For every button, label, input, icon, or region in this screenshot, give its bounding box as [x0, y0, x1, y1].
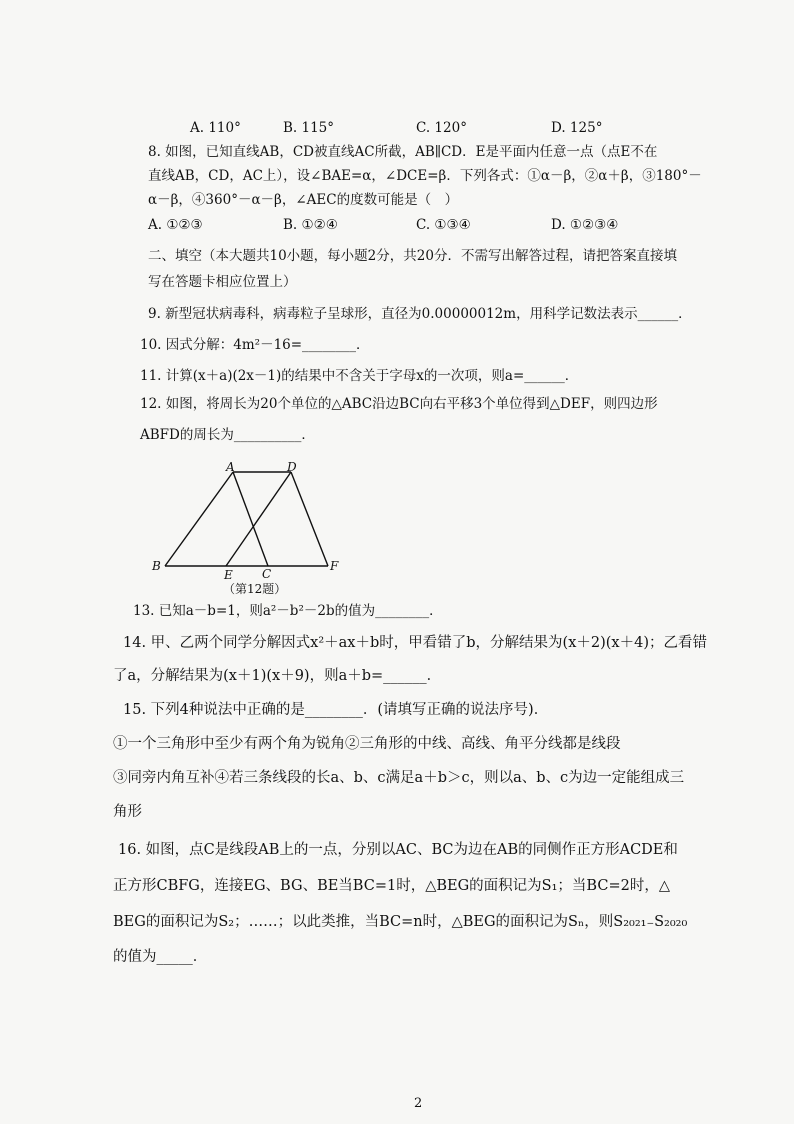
segment-df — [291, 472, 328, 566]
q7-option-c: C. 120° — [416, 120, 467, 136]
q7-option-b: B. 115° — [283, 120, 335, 136]
q15-line-1: 15. 下列4种说法中正确的是________．(请填写正确的说法序号)． — [123, 702, 549, 718]
q7-options — [0, 118, 794, 138]
q15-line-4: 角形 — [113, 804, 142, 820]
label-d: D — [287, 462, 297, 474]
q8-option-b: B. ①②④ — [283, 217, 338, 233]
q8-option-d: D. ①②③④ — [551, 217, 619, 233]
q16-line-1: 16. 如图，点C是线段AB上的一点，分别以AC、BC为边在AB的同侧作正方形ACDE和 — [118, 842, 678, 858]
q15-line-2: ①一个三角形中至少有两个角为锐角②三角形的中线、高线、角平分线都是线段 — [113, 736, 621, 752]
q16-line-2: 正方形CBFG，连接EG、BG、BE当BC=1时，△BEG的面积记为S₁；当BC=2时，△ — [113, 878, 670, 894]
q8-options — [0, 215, 794, 235]
q10: 10. 因式分解：4m²－16=________． — [140, 337, 370, 353]
q8-line-2: 直线AB，CD，AC上），设∠BAE=α，∠DCE=β．下列各式：①α－β，②α＋β，③180°－ — [148, 168, 702, 184]
q7-option-d: D. 125° — [551, 120, 603, 136]
q8-option-c: C. ①③④ — [416, 217, 471, 233]
q15-line-3: ③同旁内角互补④若三条线段的长a、b、c满足a＋b＞c，则以a、b、c为边一定能组成三 — [113, 770, 685, 786]
label-b: B — [152, 559, 161, 573]
label-c: C — [262, 567, 272, 581]
page-number: 2 — [414, 1096, 423, 1111]
q12-line-2: ABFD的周长为__________． — [140, 427, 315, 443]
label-e: E — [224, 568, 233, 582]
q16-line-3: BEG的面积记为S₂；……；以此类推，当BC=n时，△BEG的面积记为Sₙ，则S₂₀₂₁₋S₂₀₂₀ — [113, 914, 688, 930]
q9: 9. 新型冠状病毒科，病毒粒子呈球形，直径为0.00000012m，用科学记数法表示______． — [148, 306, 692, 322]
q12-line-1: 12. 如图，将周长为20个单位的△ABC沿边BC向右平移3个单位得到△DEF，则四边形 — [140, 396, 658, 412]
label-f: F — [330, 559, 339, 573]
q11: 11. 计算(x＋a)(2x－1)的结果中不含关于字母x的一次项，则a=______． — [140, 368, 579, 384]
label-a: A — [226, 462, 235, 474]
q14-line-2: 了a，分解结果为(x＋1)(x＋9)，则a＋b=______． — [113, 668, 442, 684]
section-2-header-line-1: 二、填空（本大题共10小题，每小题2分，共20分．不需写出解答过程，请把答案直接填 — [148, 248, 677, 264]
segment-de — [226, 472, 291, 566]
segment-ab — [165, 472, 233, 566]
q14-line-1: 14. 甲、乙两个同学分解因式x²＋ax＋b时，甲看错了b，分解结果为(x＋2)(x＋4)；乙看错 — [123, 635, 707, 651]
q13: 13. 已知a－b=1，则a²－b²－2b的值为________． — [133, 603, 443, 619]
q12-figure-caption: （第12题） — [223, 582, 287, 596]
q8-option-a: A. ①②③ — [148, 217, 203, 233]
q8-line-1: 8. 如图，已知直线AB，CD被直线AC所截，AB∥CD．E是平面内任意一点（点E不在 — [148, 144, 658, 160]
q16-line-4: 的值为_____． — [113, 949, 208, 965]
q7-option-a: A. 110° — [190, 120, 241, 136]
q8-line-3: α－β，④360°－α－β，∠AEC的度数可能是（ ） — [148, 192, 459, 208]
segment-ac — [233, 472, 268, 566]
section-2-header-line-2: 写在答题卡相应位置上） — [148, 274, 297, 290]
